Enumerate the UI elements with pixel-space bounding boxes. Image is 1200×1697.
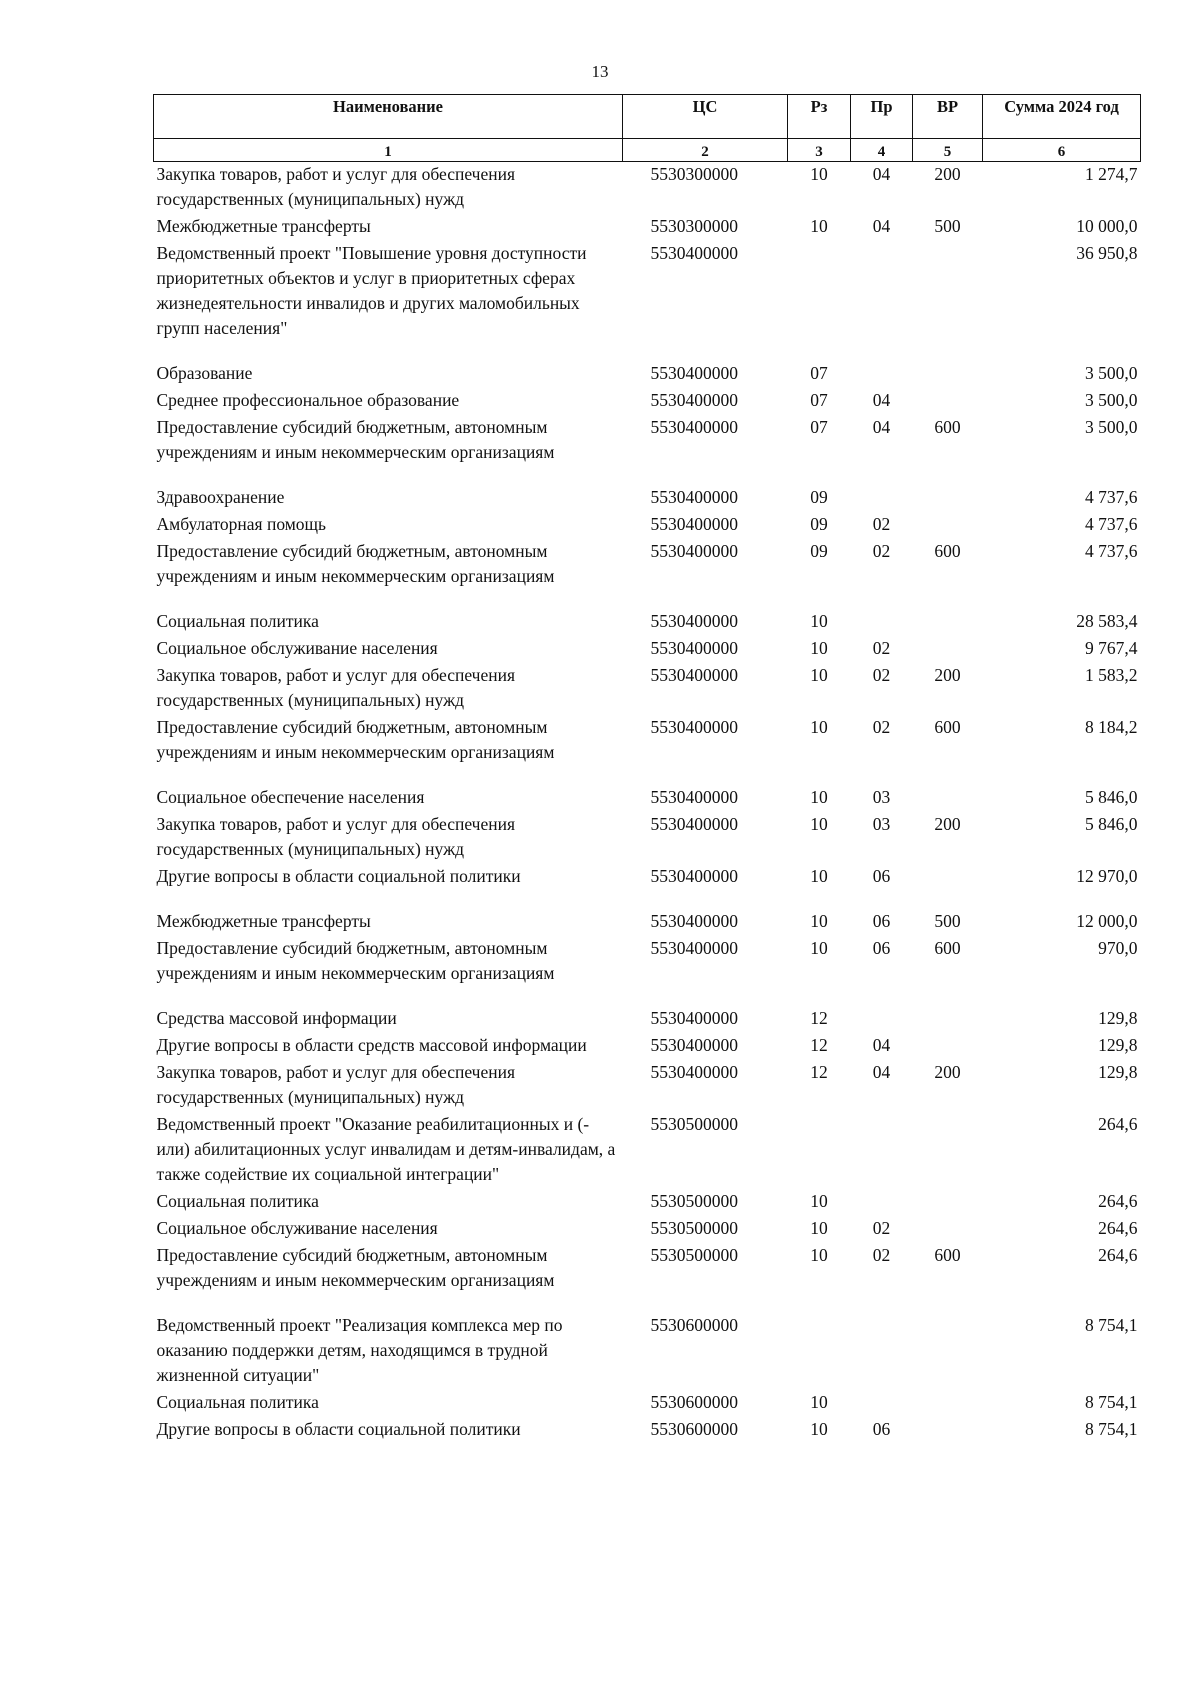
- table-row: [154, 1189, 1141, 1216]
- cell-name: Другие вопросы в области социальной политики: [156, 1419, 521, 1439]
- cell-cs: 5530500000: [650, 1191, 738, 1211]
- cell-name: Социальное обслуживание населения: [156, 638, 438, 658]
- cell-pr: 04: [872, 216, 891, 236]
- table-row: [154, 162, 1141, 215]
- cell-pr: 06: [872, 938, 891, 958]
- table-row: [154, 1033, 1141, 1060]
- cell-pr: 06: [872, 866, 891, 886]
- cell-rz: 07: [810, 417, 828, 437]
- cell-name: Ведомственный проект "Оказание реабилитационных и (-или) абилитационных услуг инвалидам и детям-инвалидам, а также содействие их социальной интеграции": [156, 1114, 616, 1184]
- cell-name: Среднее профессиональное образование: [156, 390, 460, 410]
- cell-name: Социальная политика: [156, 1392, 319, 1412]
- cell-cs: 5530300000: [650, 164, 738, 184]
- cell-rz: [788, 1313, 851, 1390]
- cell-rz: 10: [810, 1419, 828, 1439]
- table-row: [154, 1390, 1141, 1417]
- cell-pr: 02: [872, 638, 891, 658]
- cell-pr: 04: [872, 390, 891, 410]
- table-row: [154, 936, 1141, 1006]
- cell-name: Предоставление субсидий бюджетным, автономным учреждениям и иным некоммерческим организациям: [156, 717, 555, 762]
- table-row: [154, 1112, 1141, 1189]
- table-row: [154, 1216, 1141, 1243]
- cell-vr: 600: [934, 1245, 961, 1265]
- cell-rz: 07: [810, 390, 828, 410]
- cell-rz: 10: [810, 1245, 828, 1265]
- cell-pr: 04: [872, 417, 891, 437]
- table-row: [154, 609, 1141, 636]
- cell-pr: [851, 361, 913, 388]
- cell-rz: 09: [810, 514, 828, 534]
- table-row: [154, 241, 1141, 361]
- cell-rz: [788, 1112, 851, 1189]
- cell-sum: 10 000,0: [1076, 216, 1138, 236]
- cell-rz: 10: [810, 216, 828, 236]
- cell-pr: 02: [872, 541, 891, 561]
- cell-pr: [851, 1390, 913, 1417]
- cell-name: Закупка товаров, работ и услуг для обеспечения государственных (муниципальных) нужд: [156, 665, 516, 710]
- cell-pr: 02: [872, 1218, 891, 1238]
- cell-vr: 500: [934, 216, 961, 236]
- cell-pr: 04: [872, 1035, 891, 1055]
- cell-name: Межбюджетные трансферты: [156, 911, 371, 931]
- cell-pr: 03: [872, 814, 891, 834]
- table-row: [154, 1060, 1141, 1112]
- table-row: [154, 1243, 1141, 1313]
- cell-rz: 10: [810, 814, 828, 834]
- cell-rz: 10: [810, 938, 828, 958]
- cell-cs: 5530400000: [650, 787, 738, 807]
- table-row: [154, 1006, 1141, 1033]
- cell-rz: 12: [810, 1062, 828, 1082]
- cell-name: Ведомственный проект "Реализация комплекса мер по оказанию поддержки детям, находящимся в трудной жизненной ситуации": [156, 1315, 563, 1385]
- cell-name: Закупка товаров, работ и услуг для обеспечения государственных (муниципальных) нужд: [156, 814, 516, 859]
- cell-name: Предоставление субсидий бюджетным, автономным учреждениям и иным некоммерческим организациям: [156, 541, 555, 586]
- cell-cs: 5530400000: [650, 866, 738, 886]
- table-row: [154, 785, 1141, 812]
- cell-name: Межбюджетные трансферты: [156, 216, 371, 236]
- cell-rz: 07: [810, 363, 828, 383]
- table-row: [154, 812, 1141, 864]
- cell-cs: 5530600000: [650, 1392, 738, 1412]
- cell-cs: 5530400000: [650, 938, 738, 958]
- cell-name: Закупка товаров, работ и услуг для обеспечения государственных (муниципальных) нужд: [156, 164, 516, 209]
- cell-cs: 5530400000: [650, 911, 738, 931]
- cell-sum: 264,6: [1098, 1245, 1138, 1265]
- cell-sum: 3 500,0: [1085, 417, 1138, 437]
- cell-name: Социальное обслуживание населения: [156, 1218, 438, 1238]
- cell-cs: 5530400000: [650, 541, 738, 561]
- cell-vr: [913, 361, 983, 388]
- cell-pr: 03: [872, 787, 891, 807]
- cell-name: Предоставление субсидий бюджетным, автономным учреждениям и иным некоммерческим организациям: [156, 1245, 555, 1290]
- cell-cs: 5530400000: [650, 638, 738, 658]
- cell-name: Другие вопросы в области социальной политики: [156, 866, 521, 886]
- cell-sum: 5 846,0: [1085, 814, 1138, 834]
- cell-pr: [851, 1006, 913, 1033]
- cell-sum: 129,8: [1098, 1008, 1138, 1028]
- cell-vr: [913, 1390, 983, 1417]
- cell-vr: [913, 512, 983, 539]
- cell-rz: [788, 241, 851, 361]
- column-number: 2: [623, 139, 788, 162]
- cell-sum: 36 950,8: [1076, 243, 1138, 263]
- cell-cs: 5530400000: [650, 1008, 738, 1028]
- cell-name: Предоставление субсидий бюджетным, автономным учреждениям и иным некоммерческим организациям: [156, 938, 555, 983]
- cell-rz: 12: [810, 1035, 828, 1055]
- cell-vr: [913, 1313, 983, 1390]
- table-row: [154, 415, 1141, 485]
- cell-vr: [913, 1033, 983, 1060]
- cell-cs: 5530400000: [650, 243, 738, 263]
- cell-cs: 5530400000: [650, 665, 738, 685]
- cell-cs: 5530300000: [650, 216, 738, 236]
- cell-rz: 10: [810, 1191, 828, 1211]
- cell-rz: 10: [810, 911, 828, 931]
- cell-vr: [913, 864, 983, 909]
- cell-pr: 02: [872, 717, 891, 737]
- header-name: Наименование: [154, 95, 623, 139]
- table-row: [154, 909, 1141, 936]
- header-sum: Сумма 2024 год: [983, 95, 1141, 139]
- table-row: [154, 539, 1141, 609]
- cell-sum: 12 000,0: [1076, 911, 1138, 931]
- cell-cs: 5530400000: [650, 1062, 738, 1082]
- cell-cs: 5530500000: [650, 1218, 738, 1238]
- cell-sum: 1 583,2: [1085, 665, 1138, 685]
- cell-rz: 10: [810, 611, 828, 631]
- cell-vr: 500: [934, 911, 961, 931]
- cell-rz: 10: [810, 866, 828, 886]
- cell-name: Другие вопросы в области средств массовой информации: [156, 1035, 587, 1055]
- cell-cs: 5530400000: [650, 390, 738, 410]
- cell-vr: 200: [934, 814, 961, 834]
- cell-sum: 264,6: [1098, 1114, 1138, 1134]
- cell-sum: 1 274,7: [1085, 164, 1138, 184]
- cell-sum: 129,8: [1098, 1062, 1138, 1082]
- cell-sum: 129,8: [1098, 1035, 1138, 1055]
- cell-pr: 02: [872, 1245, 891, 1265]
- cell-pr: 04: [872, 1062, 891, 1082]
- column-number: 6: [983, 139, 1141, 162]
- table-row: [154, 663, 1141, 715]
- cell-vr: [913, 485, 983, 512]
- cell-sum: 264,6: [1098, 1191, 1138, 1211]
- cell-rz: 10: [810, 717, 828, 737]
- cell-sum: 8 184,2: [1085, 717, 1138, 737]
- cell-rz: 10: [810, 638, 828, 658]
- cell-sum: 4 737,6: [1085, 541, 1138, 561]
- cell-sum: 28 583,4: [1076, 611, 1138, 631]
- column-number: 3: [788, 139, 851, 162]
- cell-vr: 600: [934, 541, 961, 561]
- cell-pr: [851, 609, 913, 636]
- cell-pr: [851, 1112, 913, 1189]
- cell-sum: 4 737,6: [1085, 514, 1138, 534]
- cell-rz: 10: [810, 1392, 828, 1412]
- table-row: [154, 715, 1141, 785]
- cell-sum: 5 846,0: [1085, 787, 1138, 807]
- table-row: [154, 361, 1141, 388]
- cell-sum: 264,6: [1098, 1218, 1138, 1238]
- cell-sum: 4 737,6: [1085, 487, 1138, 507]
- cell-sum: 3 500,0: [1085, 363, 1138, 383]
- cell-cs: 5530400000: [650, 814, 738, 834]
- cell-cs: 5530400000: [650, 611, 738, 631]
- column-number-row: [154, 139, 1141, 162]
- cell-sum: 9 767,4: [1085, 638, 1138, 658]
- cell-name: Здравоохранение: [156, 487, 285, 507]
- column-number: 1: [154, 139, 623, 162]
- header-vr: ВР: [913, 95, 983, 139]
- cell-vr: [913, 785, 983, 812]
- cell-rz: 10: [810, 164, 828, 184]
- cell-cs: 5530400000: [650, 717, 738, 737]
- cell-vr: [913, 1112, 983, 1189]
- cell-pr: [851, 241, 913, 361]
- cell-name: Социальное обеспечение населения: [156, 787, 425, 807]
- cell-sum: 3 500,0: [1085, 390, 1138, 410]
- cell-pr: 02: [872, 514, 891, 534]
- cell-pr: [851, 1313, 913, 1390]
- cell-cs: 5530600000: [650, 1419, 738, 1439]
- cell-name: Ведомственный проект "Повышение уровня доступности приоритетных объектов и услуг в приоритетных сферах жизнедеятельности инвалидов и других маломобильных групп населения": [156, 243, 587, 338]
- cell-sum: 12 970,0: [1076, 866, 1138, 886]
- table-row: [154, 636, 1141, 663]
- header-rz: Рз: [788, 95, 851, 139]
- cell-cs: 5530400000: [650, 487, 738, 507]
- cell-rz: 09: [810, 541, 828, 561]
- cell-name: Амбулаторная помощь: [156, 514, 327, 534]
- header-cs: ЦС: [623, 95, 788, 139]
- budget-table: [153, 94, 1141, 1444]
- cell-pr: [851, 1189, 913, 1216]
- cell-rz: 10: [810, 665, 828, 685]
- table-body: [154, 162, 1141, 1445]
- cell-vr: [913, 1189, 983, 1216]
- cell-name: Средства массовой информации: [156, 1008, 397, 1028]
- column-number: 4: [851, 139, 913, 162]
- cell-pr: 04: [872, 164, 891, 184]
- cell-pr: 06: [872, 1419, 891, 1439]
- header-pr: Пр: [851, 95, 913, 139]
- header-row: [154, 95, 1141, 139]
- cell-cs: 5530400000: [650, 417, 738, 437]
- cell-sum: 970,0: [1098, 938, 1138, 958]
- cell-pr: 02: [872, 665, 891, 685]
- cell-vr: 600: [934, 417, 961, 437]
- table-row: [154, 1417, 1141, 1444]
- cell-vr: [913, 636, 983, 663]
- cell-name: Закупка товаров, работ и услуг для обеспечения государственных (муниципальных) нужд: [156, 1062, 516, 1107]
- cell-vr: [913, 1216, 983, 1243]
- cell-rz: 10: [810, 787, 828, 807]
- cell-vr: 600: [934, 717, 961, 737]
- table-row: [154, 512, 1141, 539]
- cell-vr: 200: [934, 665, 961, 685]
- cell-vr: [913, 388, 983, 415]
- page-number: 13: [591, 62, 609, 81]
- cell-pr: 06: [872, 911, 891, 931]
- cell-cs: 5530400000: [650, 363, 738, 383]
- cell-cs: 5530500000: [650, 1245, 738, 1265]
- cell-name: Социальная политика: [156, 1191, 319, 1211]
- cell-cs: 5530400000: [650, 514, 738, 534]
- column-number: 5: [913, 139, 983, 162]
- cell-sum: 8 754,1: [1085, 1419, 1138, 1439]
- table-row: [154, 485, 1141, 512]
- cell-vr: 200: [934, 1062, 961, 1082]
- table-header: [154, 95, 1141, 162]
- cell-sum: 8 754,1: [1085, 1315, 1138, 1335]
- cell-cs: 5530400000: [650, 1035, 738, 1055]
- cell-vr: [913, 1417, 983, 1444]
- cell-rz: 09: [810, 487, 828, 507]
- cell-vr: [913, 1006, 983, 1033]
- cell-name: Образование: [156, 363, 253, 383]
- table-row: [154, 1313, 1141, 1390]
- cell-pr: [851, 485, 913, 512]
- cell-rz: 10: [810, 1218, 828, 1238]
- cell-cs: 5530500000: [650, 1114, 738, 1134]
- cell-vr: 200: [934, 164, 961, 184]
- cell-vr: 600: [934, 938, 961, 958]
- table-row: [154, 864, 1141, 909]
- table-row: [154, 214, 1141, 241]
- cell-name: Социальная политика: [156, 611, 319, 631]
- table-row: [154, 388, 1141, 415]
- cell-sum: 8 754,1: [1085, 1392, 1138, 1412]
- cell-cs: 5530600000: [650, 1315, 738, 1335]
- cell-vr: [913, 609, 983, 636]
- cell-rz: 12: [810, 1008, 828, 1028]
- cell-vr: [913, 241, 983, 361]
- cell-name: Предоставление субсидий бюджетным, автономным учреждениям и иным некоммерческим организациям: [156, 417, 555, 462]
